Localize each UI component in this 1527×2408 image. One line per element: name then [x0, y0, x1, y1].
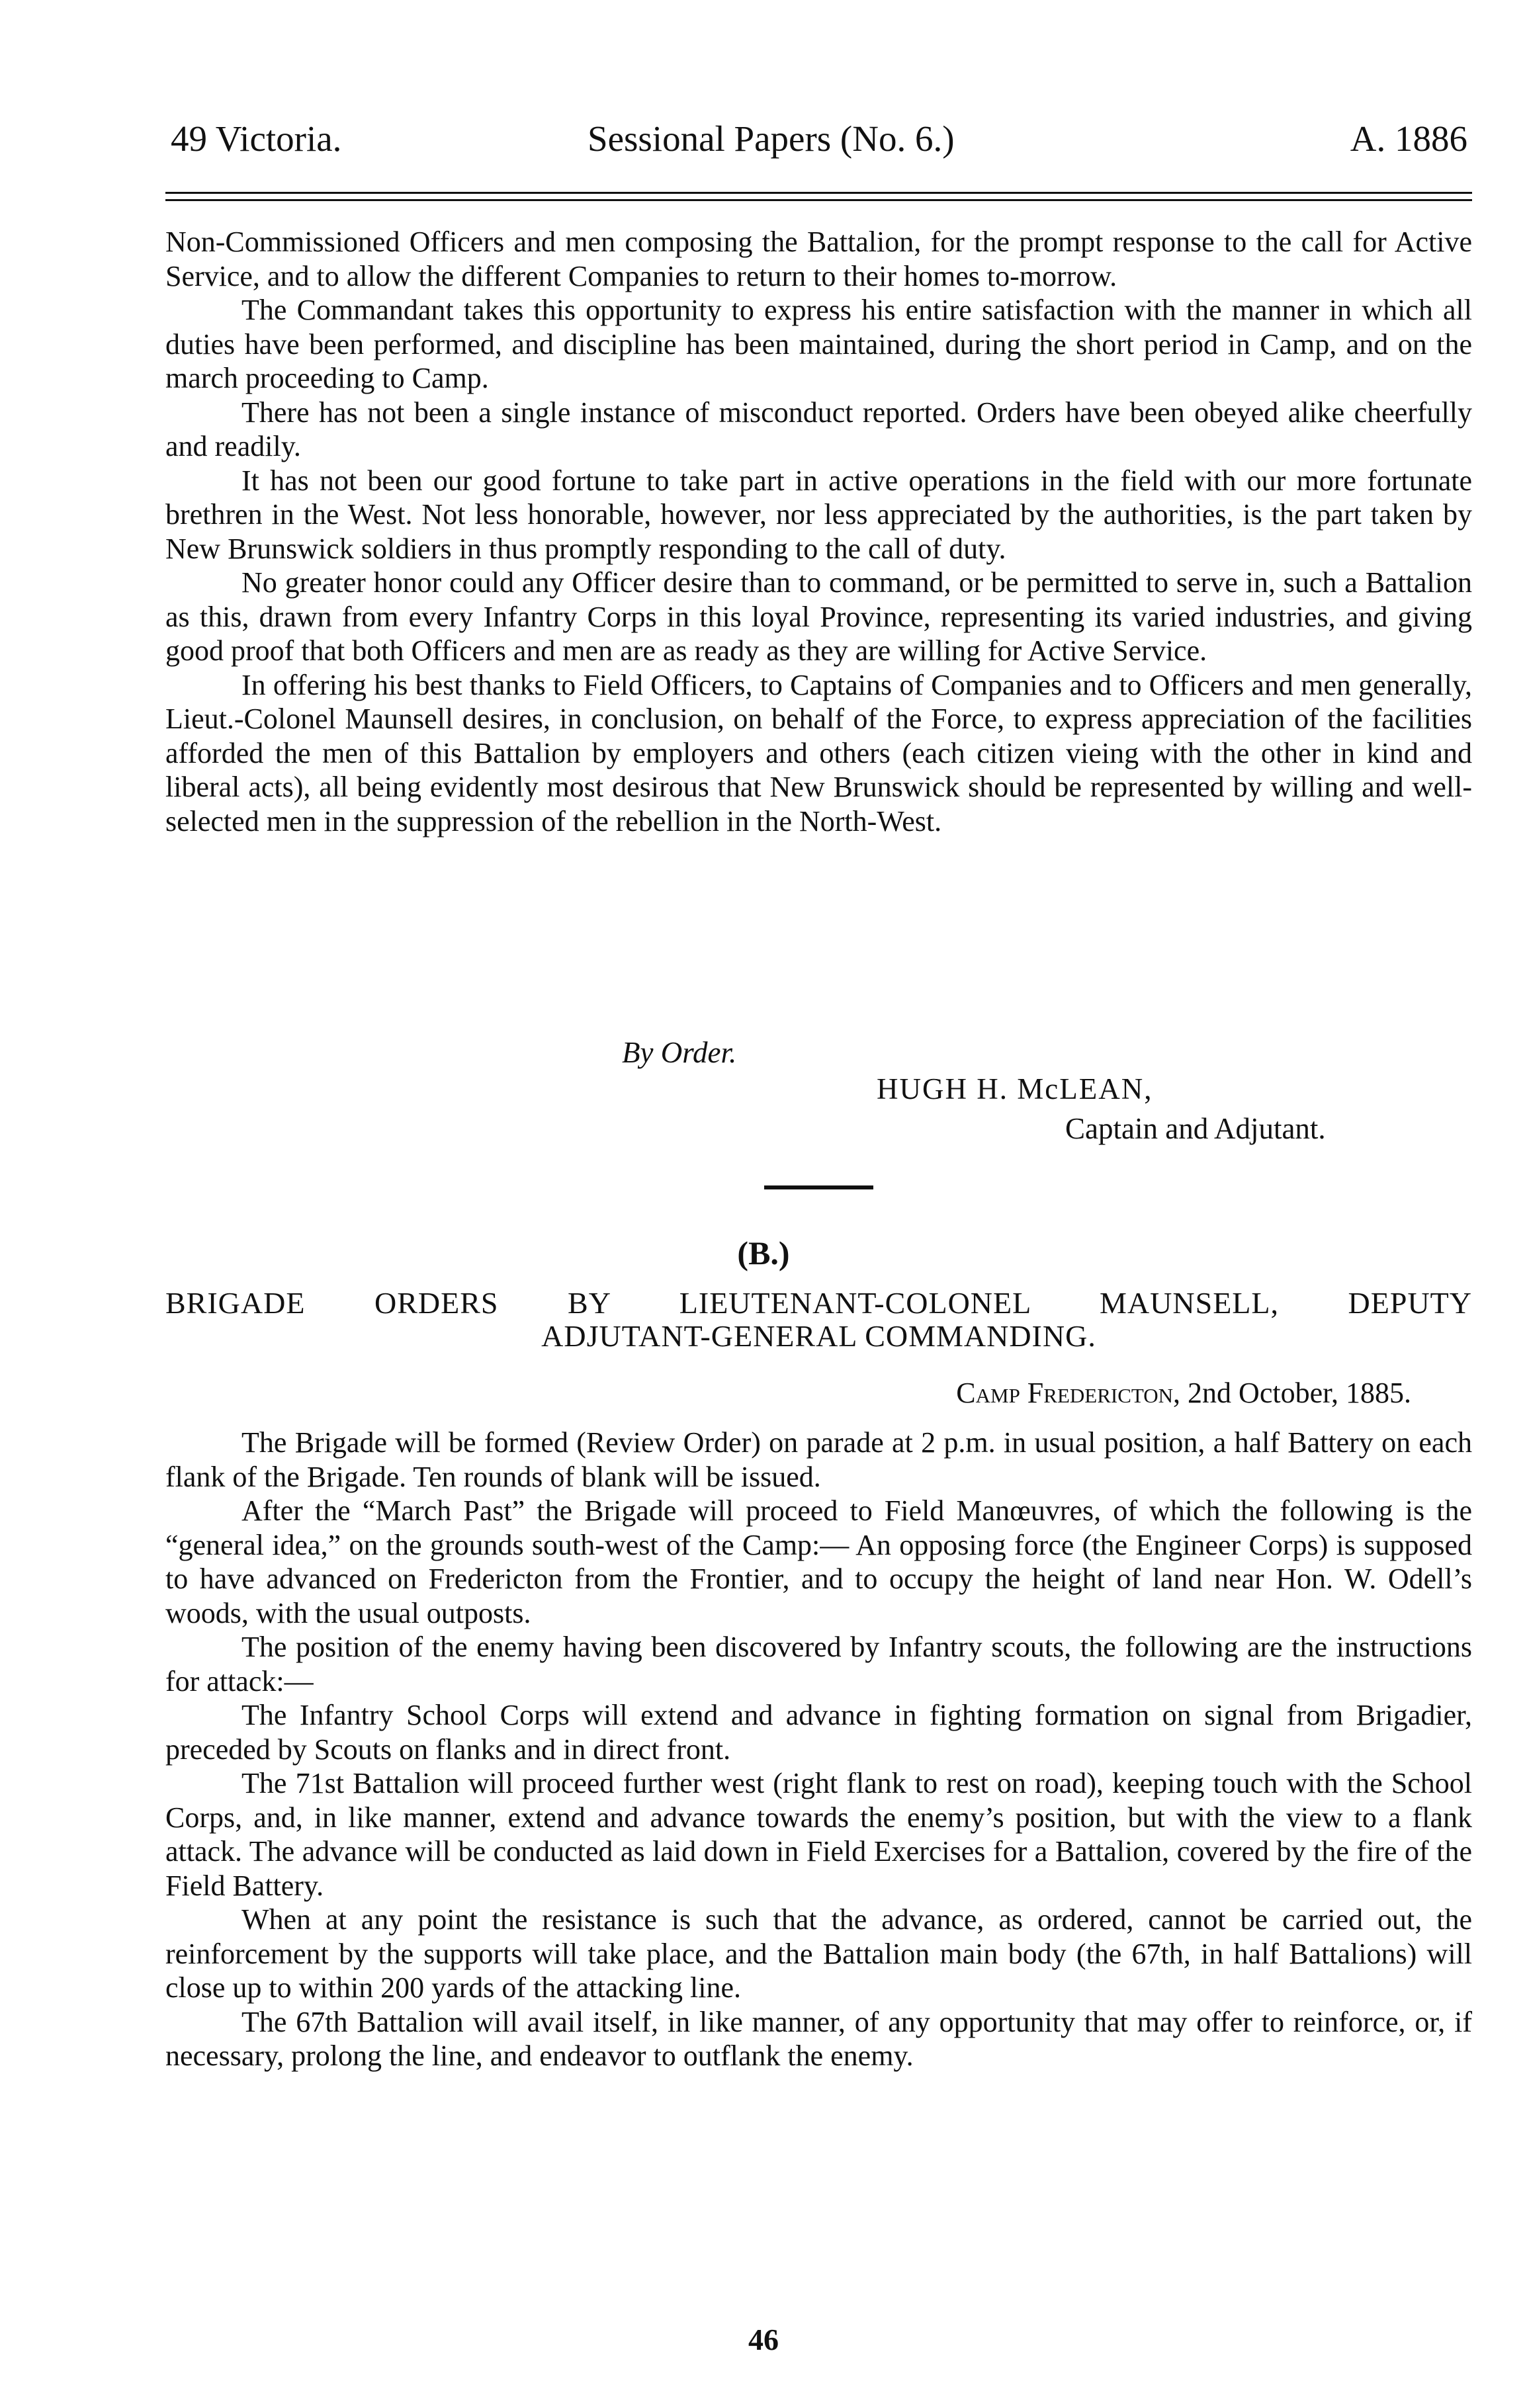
paragraph: The Commandant takes this opportunity to express his entire satisfaction with the manner in which all duties have been performed, and discipline has been maintained, during the short period in Camp, and on the march proceeding to Camp. — [165, 294, 1472, 394]
section-b-title — [165, 1287, 1472, 1353]
section-a-body — [165, 225, 1472, 838]
section-divider — [764, 1185, 873, 1189]
page-number: 46 — [748, 2323, 779, 2356]
header-year: A. 1886 — [1350, 118, 1467, 159]
paragraph: The 67th Battalion will avail itself, in like manner, of any opportunity that may offer to reinforce, or, if necessary, prolong the line, and endeavor to outflank the enemy. — [165, 2005, 1472, 2072]
section-b-title-line-2: ADJUTANT-GENERAL COMMANDING. — [541, 1319, 1096, 1353]
paragraph: Non-Commissioned Officers and men composing the Battalion, for the prompt response to the call for Active Service, and to allow the different Companies to return to their homes to-morrow. — [165, 226, 1472, 292]
page-header — [171, 118, 1467, 171]
dateline — [956, 1376, 1411, 1410]
signature-name: HUGH H. McLEAN, — [877, 1072, 1153, 1105]
paragraph: No greater honor could any Officer desire than to command, or be permitted to serve in, such a Battalion as this, drawn from every Infantry Corps in this loyal Province, representing its varied industries, and giving good proof that both Officers and men are as ready as they are willing for Active Service. — [165, 566, 1472, 667]
section-b-body — [165, 1426, 1472, 2073]
paragraph: In offering his best thanks to Field Officers, to Captains of Companies and to Officers and men generally, Lieut.-Colonel Maunsell desires, in conclusion, on behalf of the Force, to express appreciation of the facilities afforded the men of this Battalion by employers and others (each citizen vieing with the other in kind and liberal acts), all being evidently most desirous that New Brunswick should be represented by willing and well-selected men in the suppression of the rebellion in the North-West. — [165, 668, 1472, 838]
header-regnal-year: 49 Victoria. — [171, 118, 342, 159]
header-double-rule — [165, 192, 1472, 201]
paragraph: The Brigade will be formed (Review Order) on parade at 2 p.m. in usual position, a half Battery on each flank of the Brigade. Ten rounds of blank will be issued. — [165, 1426, 1472, 1493]
paragraph: After the “March Past” the Brigade will proceed to Field Manœuvres, of which the following is the “general idea,” on the grounds south-west of the Camp:— An opposing force (the Engineer Corps) is supposed to have advanced on Fredericton from the Frontier, and to occupy the height of land near Hon. W. Odell’s woods, with the usual outposts. — [165, 1494, 1472, 1629]
paragraph: The position of the enemy having been discovered by Infantry scouts, the following are the instructions for attack:— — [165, 1631, 1472, 1698]
signature-title: Captain and Adjutant. — [1065, 1112, 1326, 1145]
section-b-title-line-1: BRIGADE ORDERS BY LIEUTENANT-COLONEL MAUNSELL, DEPUTY — [165, 1286, 1472, 1320]
header-series-title: Sessional Papers (No. 6.) — [588, 118, 955, 159]
dateline-date: 2nd October, 1885. — [1180, 1377, 1411, 1409]
paragraph: There has not been a single instance of misconduct reported. Orders have been obeyed alike cheerfully and readily. — [165, 396, 1472, 462]
paragraph: The Infantry School Corps will extend and advance in fighting formation on signal from Brigadier, preceded by Scouts on flanks and in direct front. — [165, 1699, 1472, 1766]
paragraph: When at any point the resistance is such that the advance, as ordered, cannot be carried out, the reinforcement by the supports will take place, and the Battalion main body (the 67th, in half Battalions) will close up to within 200 yards of the attacking line. — [165, 1903, 1472, 2004]
paragraph: It has not been our good fortune to take part in active operations in the field with our more fortunate brethren in the West. Not less honorable, however, nor less appreciated by the authorities, is the part taken by New Brunswick soldiers in thus promptly responding to the call of duty. — [165, 464, 1472, 565]
by-order-line: By Order. — [622, 1036, 737, 1069]
section-b-label: (B.) — [737, 1234, 790, 1271]
dateline-place: Camp Fredericton, — [956, 1377, 1181, 1409]
paragraph: The 71st Battalion will proceed further west (right flank to rest on road), keeping touch with the School Corps, and, in like manner, extend and advance towards the enemy’s position, but with the view to a flank attack. The advance will be conducted as laid down in Field Exercises for a Battalion, covered by the fire of the Field Battery. — [165, 1767, 1472, 1902]
